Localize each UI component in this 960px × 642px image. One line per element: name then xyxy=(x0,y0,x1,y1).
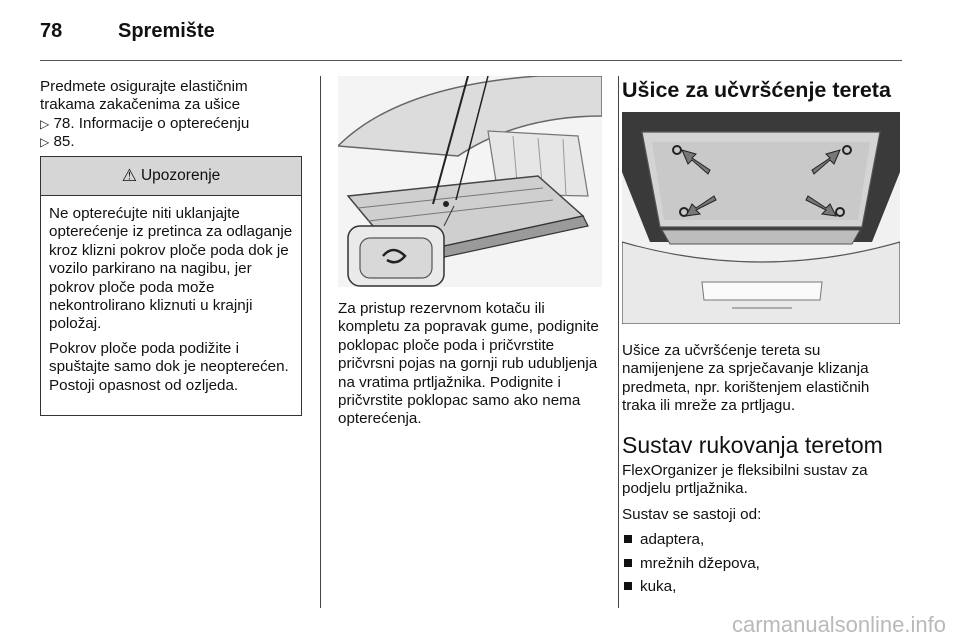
warning-title: Upozorenje xyxy=(140,167,221,184)
floor-cover-text: Za pristup rezervnom kotaču ili kompletu za popravak gume, podignite poklopac ploče poda i pričvrstite pričvrsni pojas na gornji rub udubljenja na vratima prtljažnika. Podignite i pričvrstite poklopac samo ako nema opterećenja. xyxy=(338,300,599,428)
warning-header xyxy=(41,157,301,196)
tie-down-section-title: Ušice za učvršćenje tereta xyxy=(622,78,891,102)
reference-arrow-icon: ▷ xyxy=(40,116,50,131)
reference-text-2: 85. xyxy=(53,133,75,151)
bullet-square-icon xyxy=(624,559,632,567)
list-item xyxy=(622,555,906,573)
reference-arrow-icon: ▷ xyxy=(40,135,50,150)
warning-paragraph-2: Pokrov ploče poda podižite i spuštajte samo dok je neopterećen. Postoji opasnost od ozljeda. xyxy=(49,339,289,394)
page-number: 78 xyxy=(40,20,63,42)
page-reference-2[interactable] xyxy=(40,133,308,151)
cargo-system-body xyxy=(622,462,906,601)
warning-triangle-icon: ⚠ xyxy=(121,166,137,186)
trunk-floor-cover-illustration xyxy=(338,76,602,287)
intro-line-1: Predmete osigurajte elastičnim xyxy=(40,78,248,95)
list-item xyxy=(622,578,906,596)
trunk-floor-cover-icon xyxy=(338,76,602,287)
header-rule xyxy=(40,60,902,61)
page-reference-1[interactable] xyxy=(40,115,308,133)
cargo-tie-down-eyes-icon xyxy=(622,112,900,324)
list-item xyxy=(622,531,906,549)
warning-box xyxy=(40,156,302,416)
warning-body xyxy=(41,196,301,395)
cargo-system-consists: Sustav se sastoji od: xyxy=(622,505,762,523)
column-divider-right xyxy=(618,76,619,608)
intro-line-2: trakama zakačenima za ušice xyxy=(40,96,241,114)
bullet-square-icon xyxy=(624,582,632,590)
intro-text xyxy=(40,78,308,152)
bullet-square-icon xyxy=(624,535,632,543)
reference-text-1: 78. Informacije o opterećenju xyxy=(53,114,250,132)
page-header xyxy=(40,18,900,58)
warning-paragraph-1: Ne opterećujte niti uklanjajte opterećenje iz pretinca za odlaganje kroz klizni pokrov ploče poda dok je vozilo parkirano na nagibu, jer pokrov ploče poda može nekontrolirano kliznuti u krajnji položaj. xyxy=(49,205,293,333)
list-item-text: kuka, xyxy=(640,578,677,596)
chapter-title: Spremište xyxy=(118,20,215,42)
column-divider-left xyxy=(320,76,321,608)
list-item-text: mrežnih džepova, xyxy=(640,554,760,572)
cargo-system-intro: FlexOrganizer je fleksibilni sustav za podjelu prtljažnika. xyxy=(622,462,868,498)
list-item-text: adaptera, xyxy=(640,531,705,549)
tie-down-text: Ušice za učvršćenje tereta su namijenjene za sprječavanje klizanja predmeta, npr. korištenjem elastičnih traka ili mreže za prtljagu. xyxy=(622,342,870,415)
cargo-tie-down-eyes-illustration xyxy=(622,112,900,324)
component-list xyxy=(622,531,906,596)
cargo-system-section-title: Sustav rukovanja teretom xyxy=(622,432,883,458)
watermark: carmanualsonline.info xyxy=(731,612,946,637)
